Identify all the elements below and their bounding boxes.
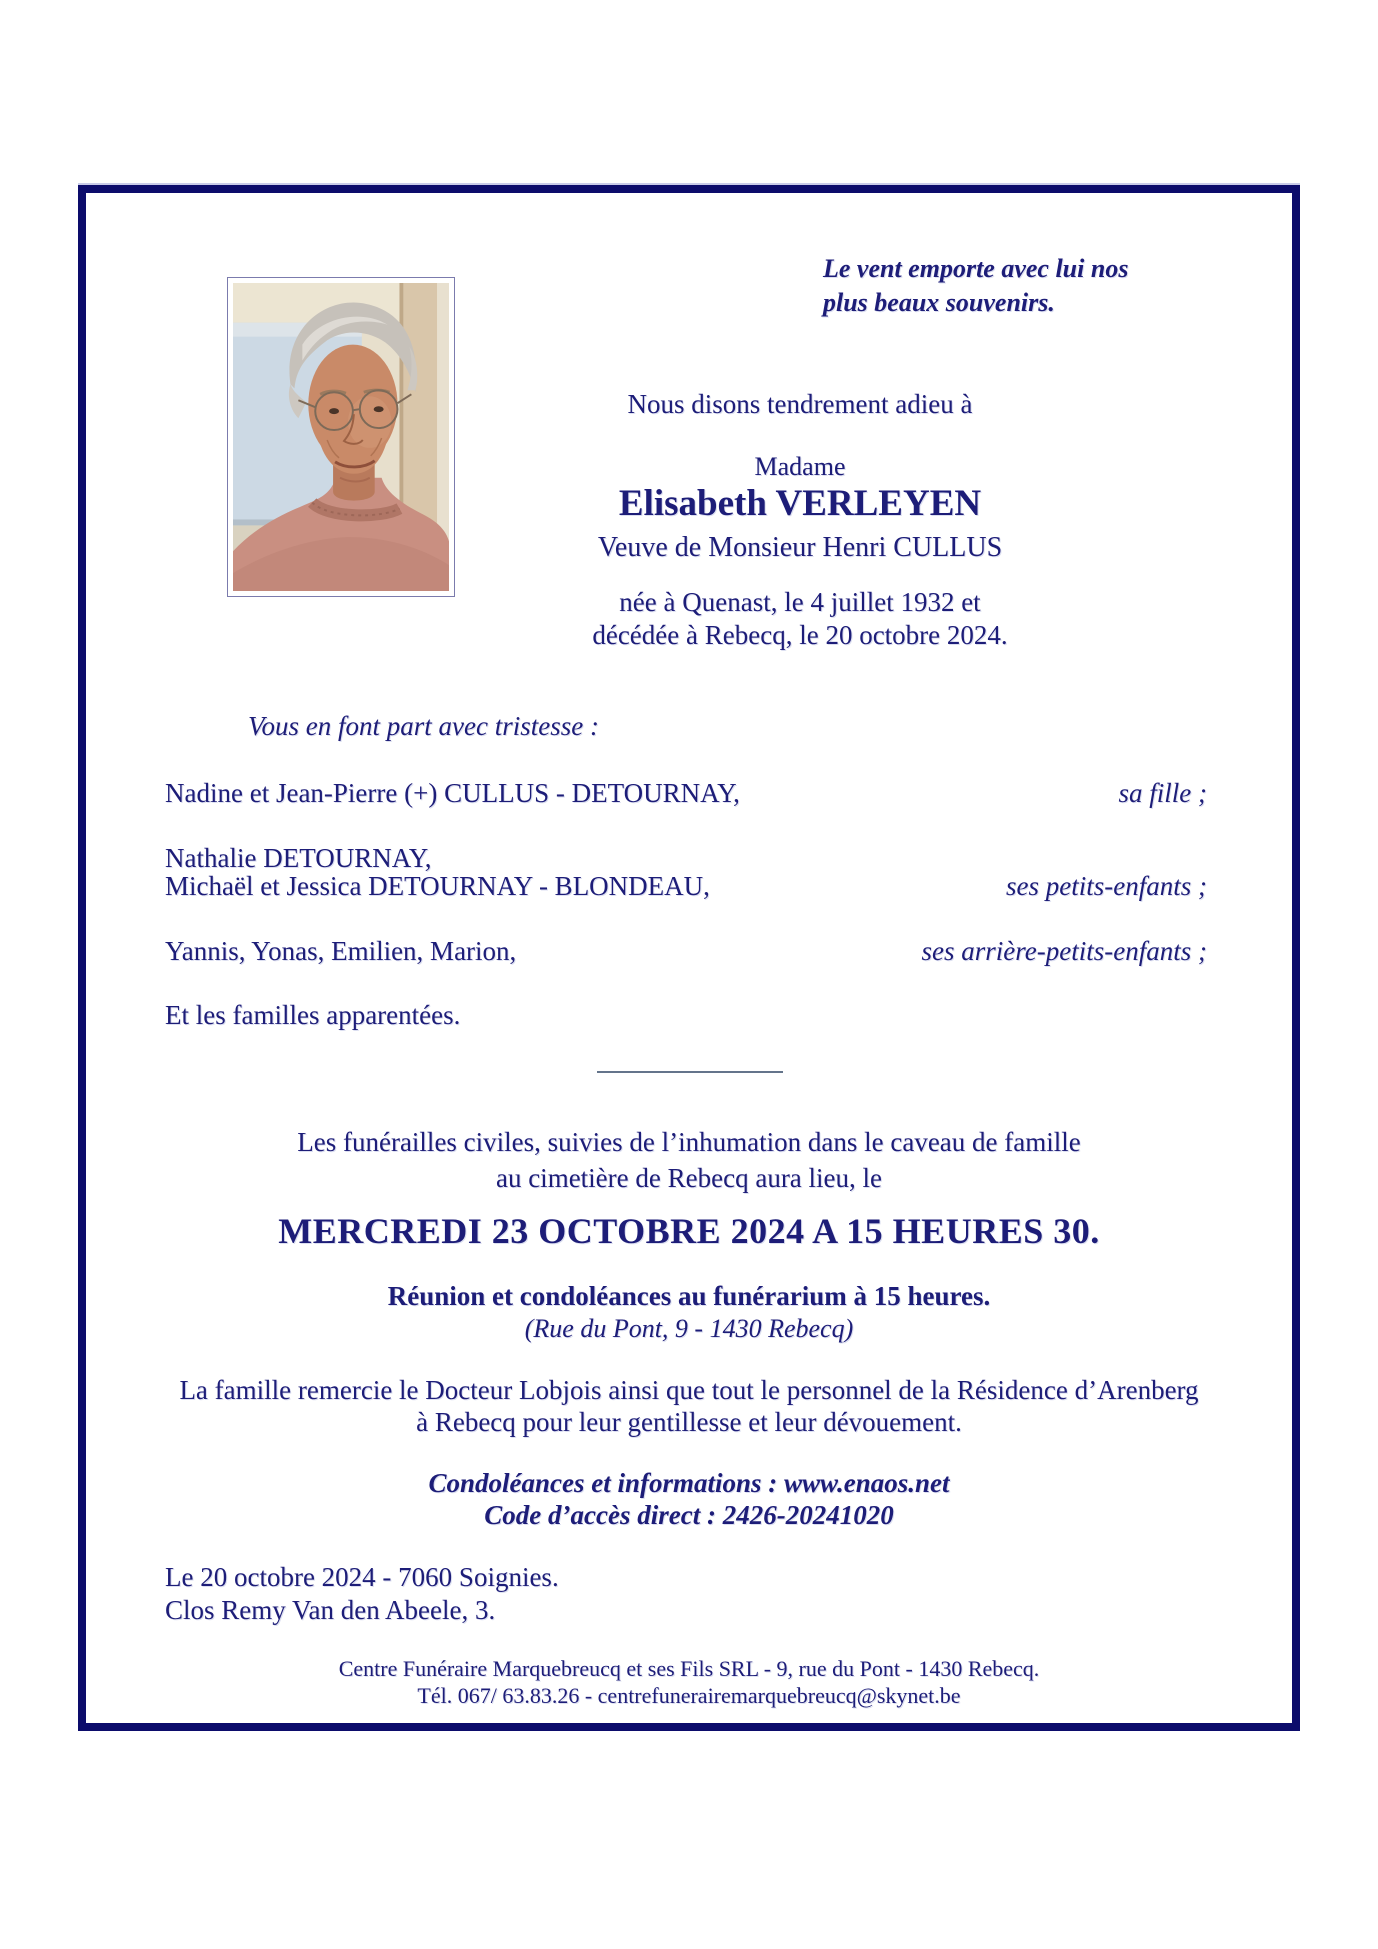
birth-death-dates — [308, 586, 1292, 652]
family-row — [165, 844, 1207, 873]
family-members: Michaël et Jessica DETOURNAY - BLONDEAU, — [165, 871, 710, 901]
funeral-home-contact: Tél. 067/ 63.83.26 - centrefunerairemarquebreucq@skynet.be — [417, 1683, 961, 1708]
death-line: décédée à Rebecq, le 20 octobre 2024. — [592, 620, 1008, 650]
family-members: Nathalie DETOURNAY, — [165, 843, 432, 873]
epitaph-quote — [823, 252, 1183, 320]
funeral-details — [86, 1124, 1292, 1196]
family-relation: ses petits-enfants ; — [1006, 871, 1207, 901]
family-row — [165, 1001, 1207, 1030]
deceased-name: Elisabeth VERLEYEN — [618, 483, 982, 524]
birth-line: née à Quenast, le 4 juillet 1932 et — [619, 587, 981, 617]
funeral-line1: Les funérailles civiles, suivies de l’inhumation dans le caveau de famille — [297, 1127, 1081, 1157]
announcement-lead: Vous en font part avec tristesse : — [248, 711, 599, 741]
funeral-line2: au cimetière de Rebecq aura lieu, le — [495, 1163, 883, 1193]
epitaph-quote-line1: Le vent emporte avec lui nos — [823, 254, 1129, 283]
deceased-widow-of: Veuve de Monsieur Henri CULLUS — [597, 532, 1003, 563]
closing-date-place: Le 20 octobre 2024 - 7060 Soignies. — [165, 1562, 559, 1592]
family-members: Et les familles apparentées. — [165, 1000, 461, 1030]
thanks-line1: La famille remercie le Docteur Lobjois ainsi que tout le personnel de la Résidence d’Arenberg — [179, 1375, 1199, 1405]
access-code: Code d’accès direct : 2426-20241020 — [484, 1500, 894, 1530]
farewell-intro: Nous disons tendrement adieu à — [627, 389, 973, 419]
family-row — [165, 872, 1207, 901]
funeral-date-headline: MERCREDI 23 OCTOBRE 2024 A 15 HEURES 30. — [278, 1211, 1100, 1251]
epitaph-quote-line2: plus beaux souvenirs. — [823, 288, 1055, 317]
family-thanks — [86, 1374, 1292, 1438]
family-relation: sa fille ; — [1118, 778, 1207, 808]
family-members: Nadine et Jean-Pierre (+) CULLUS - DETOURNAY, — [165, 778, 740, 808]
section-divider-line — [597, 1071, 783, 1073]
meeting-address: (Rue du Pont, 9 - 1430 Rebecq) — [524, 1314, 854, 1343]
condolences-info: Condoléances et informations : www.enaos.net — [428, 1468, 950, 1498]
funeral-home-info: Centre Funéraire Marquebreucq et ses Fils SRL - 9, rue du Pont - 1430 Rebecq. — [338, 1656, 1040, 1681]
meeting-info: Réunion et condoléances au funérarium à 15 heures. — [387, 1281, 991, 1311]
closing-address: Clos Remy Van den Abeele, 3. — [165, 1595, 496, 1625]
family-row — [165, 937, 1207, 966]
deceased-title: Madame — [754, 452, 846, 481]
family-relation: ses arrière-petits-enfants ; — [921, 936, 1207, 966]
family-members: Yannis, Yonas, Emilien, Marion, — [165, 936, 517, 966]
thanks-line2: à Rebecq pour leur gentillesse et leur dévouement. — [416, 1407, 962, 1437]
family-row — [165, 779, 1207, 808]
